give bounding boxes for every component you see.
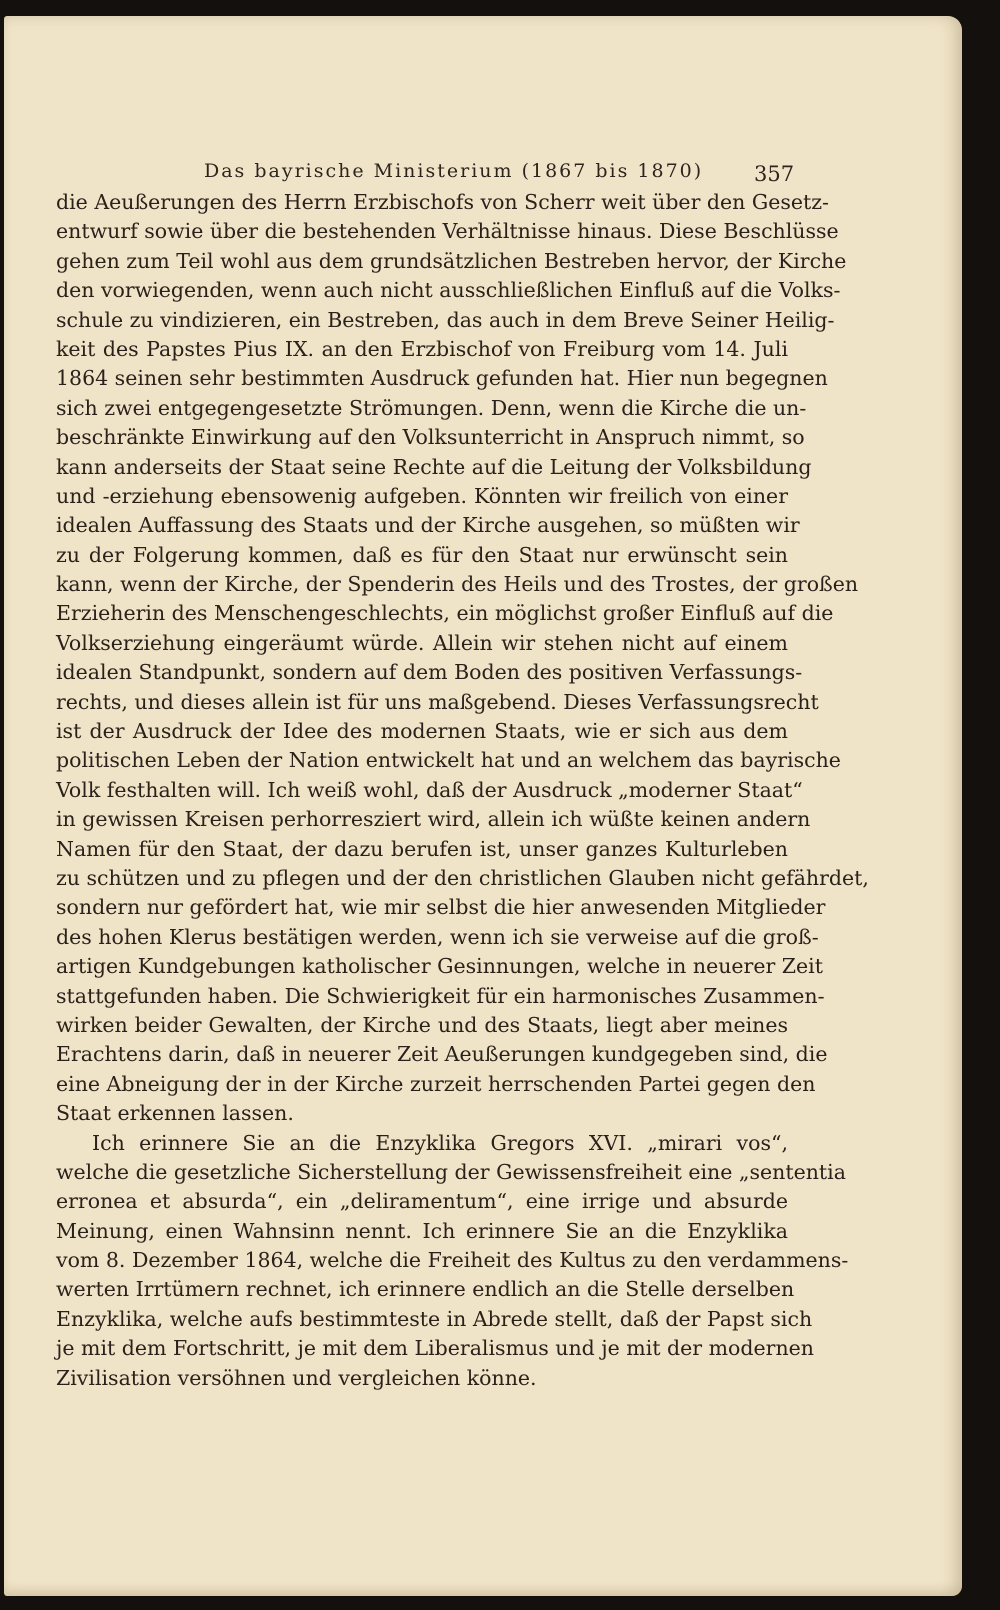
text-line: kann, wenn der Kirche, der Spenderin des Heils und des Trostes, der großen — [56, 572, 859, 597]
text-line: Erzieherin des Menschengeschlechts, ein möglichst großer Einfluß auf die — [56, 601, 834, 626]
text-line: stattgefunden haben. Die Schwierigkeit für ein harmonisches Zusammen- — [56, 983, 825, 1008]
text-line: und -erziehung ebensowenig aufgeben. Könnten wir freilich von einer — [56, 483, 788, 508]
running-title: Das bayrische Ministerium (1867 bis 1870) — [204, 160, 704, 182]
text-line: sich zwei entgegengesetzte Strömungen. Denn, wenn die Kirche die un- — [56, 395, 807, 420]
text-line: Volk festhalten will. Ich weiß wohl, daß der Ausdruck „moderner Staat“ — [56, 777, 803, 802]
text-line: Meinung, einen Wahnsinn nennt. Ich erinnere Sie an die Enzyklika — [56, 1218, 788, 1243]
text-line: idealen Standpunkt, sondern auf dem Boden des positiven Verfassungs- — [56, 660, 803, 685]
text-line: Zivilisation versöhnen und vergleichen könne. — [56, 1365, 537, 1390]
text-line: schule zu vindizieren, ein Bestreben, das auch in dem Breve Seiner Heilig- — [56, 307, 835, 332]
text-line: des hohen Klerus bestätigen werden, wenn ich sie verweise auf die groß- — [56, 924, 819, 949]
text-line: idealen Auffassung des Staats und der Kirche ausgehen, so müßten wir — [56, 513, 800, 538]
text-line: entwurf sowie über die bestehenden Verhältnisse hinaus. Diese Beschlüsse — [56, 219, 839, 244]
text-line: erronea et absurda“, ein „deliramentum“, eine irrige und absurde — [56, 1189, 788, 1214]
text-line: in gewissen Kreisen perhorresziert wird, allein ich wüßte keinen andern — [56, 807, 811, 832]
text-line: je mit dem Fortschritt, je mit dem Liberalismus und je mit der modernen — [56, 1336, 814, 1361]
text-line: den vorwiegenden, wenn auch nicht ausschließlichen Einfluß auf die Volks- — [56, 278, 841, 303]
text-line: beschränkte Einwirkung auf den Volksunterricht in Anspruch nimmt, so — [56, 425, 805, 450]
text-line: Erachtens darin, daß in neuerer Zeit Aeußerungen kundgegeben sind, die — [56, 1042, 828, 1067]
text-line: Ich erinnere Sie an die Enzyklika Gregors XVI. „mirari vos“, — [92, 1130, 788, 1155]
text-line: zu schützen und zu pflegen und der den christlichen Glauben nicht gefährdet, — [56, 865, 869, 890]
text-line: Enzyklika, welche aufs bestimmteste in Abrede stellt, daß der Papst sich — [56, 1306, 813, 1331]
text-line: ist der Ausdruck der Idee des modernen Staats, wie er sich aus dem — [56, 719, 788, 744]
text-line: werten Irrtümern rechnet, ich erinnere endlich an die Stelle derselben — [56, 1277, 795, 1302]
text-line: gehen zum Teil wohl aus dem grundsätzlichen Bestreben hervor, der Kirche — [56, 248, 847, 273]
text-line: 1864 seinen sehr bestimmten Ausdruck gefunden hat. Hier nun begegnen — [56, 366, 828, 391]
text-line: wirken beider Gewalten, der Kirche und des Staats, liegt aber meines — [56, 1012, 788, 1037]
text-line: artigen Kundgebungen katholischer Gesinnungen, welche in neuerer Zeit — [56, 954, 823, 979]
body-text — [56, 188, 869, 1393]
text-line: Volkserziehung eingeräumt würde. Allein wir stehen nicht auf einem — [56, 630, 788, 655]
paragraph — [56, 188, 869, 1129]
text-line: welche die gesetzliche Sicherstellung der Gewissensfreiheit eine „sententia — [56, 1159, 846, 1184]
text-line: rechts, und dieses allein ist für uns maßgebend. Dieses Verfassungsrecht — [56, 689, 819, 714]
text-line: Staat erkennen lassen. — [56, 1101, 294, 1126]
text-line: sondern nur gefördert hat, wie mir selbst die hier anwesenden Mitglieder — [56, 895, 826, 920]
text-line: zu der Folgerung kommen, daß es für den Staat nur erwünscht sein — [56, 542, 788, 567]
page-number: 357 — [754, 162, 795, 186]
text-line: politischen Leben der Nation entwickelt hat und an welchem das bayrische — [56, 748, 841, 773]
text-line: Namen für den Staat, der dazu berufen ist, unser ganzes Kulturleben — [56, 836, 788, 861]
text-line: kann anderseits der Staat seine Rechte auf die Leitung der Volksbildung — [56, 454, 812, 479]
text-line: vom 8. Dezember 1864, welche die Freiheit des Kultus zu den verdammens- — [56, 1248, 849, 1273]
text-line: eine Abneigung der in der Kirche zurzeit herrschenden Partei gegen den — [56, 1071, 816, 1096]
text-line: keit des Papstes Pius IX. an den Erzbischof von Freiburg vom 14. Juli — [56, 336, 788, 361]
paragraph — [56, 1129, 849, 1394]
text-line: die Aeußerungen des Herrn Erzbischofs von Scherr weit über den Gesetz- — [56, 190, 829, 214]
